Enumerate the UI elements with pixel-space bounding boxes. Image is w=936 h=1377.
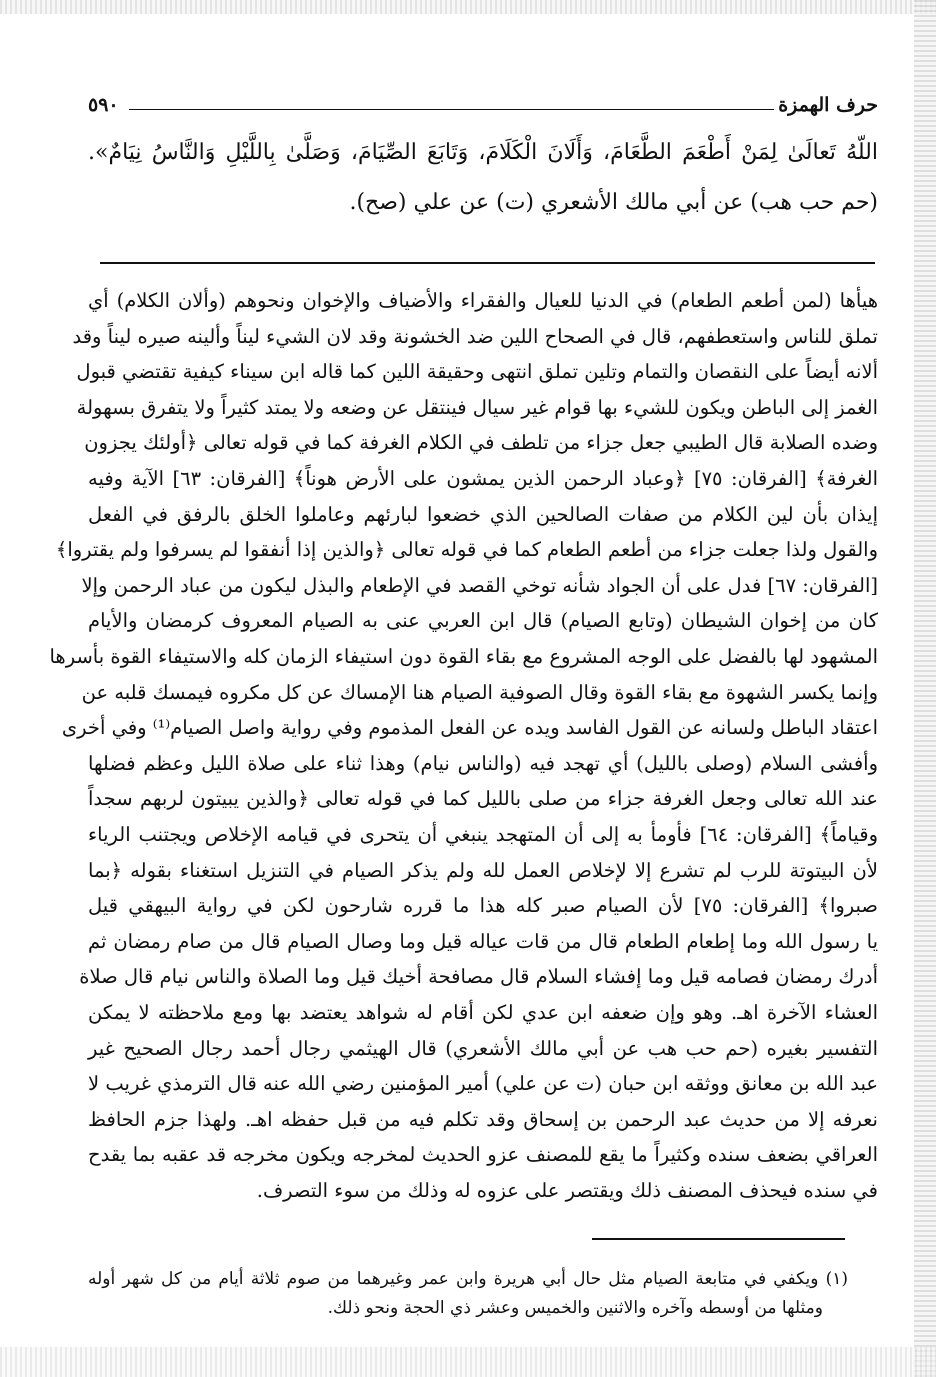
text-line: تملق للناس واستعطفهم، قال في الصحاح اللين ضد الخشونة وقد لان الشيء ليناً وألينه صيره ليناً وقد xyxy=(72,324,878,348)
text-line: ومثلها من أوسطه وآخره والاثنين والخميس وعشر ذي الحجة ونحو ذلك. xyxy=(327,1298,823,1318)
text-line: لأن البيتوتة للرب لم تشرع إلا لإخلاص العمل لله ولم يذكر الصيام في التنزيل استغناء بقوله ﴿بما xyxy=(88,858,878,882)
text-line: هيأها (لمن أطعم الطعام) في الدنيا للعيال والفقراء والأضياف والإخوان ونحوهم (وألان الكلام) أي xyxy=(88,289,878,312)
scan-edge-right xyxy=(914,0,936,1377)
text-line: اعتقاد الباطل ولسانه عن القول الفاسد ويده عن الفعل المذموم وفي رواية واصل الصيام⁽¹⁾ وفي أخرى xyxy=(61,716,878,740)
text-line: العراقي بضعف سنده وكثيراً ما يقع للمصنف عزو الحديث لمخرجه ويكون مخرجه قد عقبه بما يقدح xyxy=(88,1143,878,1167)
header-rule xyxy=(129,109,775,110)
text-line: كان من إخوان الشيطان (وتابع الصيام) قال ابن العربي عنى به الصيام المعروف كرمضان والأيام xyxy=(88,609,878,633)
text-line: أدرك رمضان فصامه قيل وما إفشاء السلام قال مصافحة أخيك قيل وما الصلاة والناس نيام قال صلاة xyxy=(79,965,878,989)
footnote-divider xyxy=(592,1238,845,1240)
page-number: ٥٩٠ xyxy=(88,94,119,116)
text-line: وإنما يكسر الشهوة مع بقاء القوة وقال الصوفية الصيام هنا الإمساك عن كل مكروه فيمسك قلبه عن xyxy=(81,680,878,704)
text-line: وضده الصلابة قال الطيبي جعل جزاء من تلطف في الكلام الغرفة كما في قوله تعالى ﴿أولئك يجزون xyxy=(84,431,878,455)
text-line: عند الله تعالى وجعل الغرفة جزاء من صلى بالليل كما في قوله تعالى ﴿والذين يبيتون لربهم سجداً xyxy=(88,787,878,811)
text-line: وأفشى السلام (وصلى بالليل) أي تهجد فيه (والناس نيام) وهذا ثناء على صلاة الليل وعظم فضلها xyxy=(88,751,878,775)
chapter-title: حرف الهمزة xyxy=(778,94,878,116)
text-line: وقياماً﴾ [الفرقان: ٦٤] فأومأ به إلى أن المتهجد ينبغي أن يتحرى في قيامه الإخلاص ويجتنب الرياء xyxy=(88,823,878,846)
scan-edge-bottom xyxy=(0,1347,936,1377)
text-line: العشاء الآخرة اهـ. وهو وإن ضعفه ابن عدي لكن أقام له شواهد يعتضد بها ومع ملاحظته لا يمكن xyxy=(88,1001,878,1024)
text-line: (١) ويكفي في متابعة الصيام مثل حال أبي هريرة وابن عمر وغيرهما من صوم ثلاثة أيام من كل شهر أوله xyxy=(88,1269,848,1289)
section-divider xyxy=(100,262,875,264)
text-line: صبروا﴾ [الفرقان: ٧٥] لأن الصيام صبر كله هذا ما قرره شارحون لكن في رواية البيهقي قيل xyxy=(88,894,878,918)
text-line: عبد الله بن معانق ووثقه ابن حبان (ت عن علي) أمير المؤمنين رضي الله عنه قال الترمذي غريب لا xyxy=(88,1072,878,1096)
text-line: إيذان بأن لين الكلام من صفات الصالحين الذي خضعوا لبارئهم وعاملوا الخلق بالرفق في الفعل xyxy=(88,502,878,526)
text-line: الغمز إلى الباطن ويكون للشيء بها قوام غير سيال فينتقل عن وضعه ولا يمتد كثيراً ولا يتفرق بسهولة xyxy=(76,395,878,419)
text-line: اللّهُ تَعالَىٰ لِمَنْ أَطْعَمَ الطَّعَامَ، وَأَلَانَ الْكَلَامَ، وَتَابَعَ الصِّيَامَ، وَصَلَّىٰ بِاللَّيْلِ وَالنَّاسُ نِيَامٌ». xyxy=(88,140,878,165)
text-line: الغرفة﴾ [الفرقان: ٧٥] ﴿وعباد الرحمن الذين يمشون على الأرض هوناً﴾ [الفرقان: ٦٣] الآية وفيه xyxy=(88,467,878,490)
running-header xyxy=(88,86,878,116)
text-line: ألانه أيضاً على النقصان والتمام وتلين تملق انتهى وحقيقة اللين كما قاله ابن سيناء كيفية تقتضي قبول xyxy=(76,360,878,384)
text-line: في سنده فيحذف المصنف ذلك ويقتصر على عزوه له وذلك من سوء التصرف. xyxy=(256,1179,878,1202)
text-line: يا رسول الله وما إطعام الطعام قال من قات عياله قيل وما وصال الصيام قال من صام رمضان ثم xyxy=(88,929,878,953)
text-line: والقول ولذا جعلت جزاء من أطعم الطعام كما في قوله تعالى ﴿والذين إذا أنفقوا لم يسرفوا ولم يقتروا﴾ xyxy=(55,538,878,562)
text-line: نعرفه إلا من حديث عبد الرحمن بن إسحاق وقد تكلم فيه من قبل حفظه اهـ. ولهذا جزم الحافظ xyxy=(88,1107,878,1131)
text-line: (حم حب هب) عن أبي مالك الأشعري (ت) عن علي (صح). xyxy=(349,190,878,215)
text-line: التفسير بغيره (حم حب هب عن أبي مالك الأشعري) قال الهيثمي رجال أحمد رجال الصحيح غير xyxy=(88,1036,878,1060)
text-line: المشهود لها بالفضل على الوجه المشروع مع بقاء القوة دون استيفاء الزمان كله والاستيفاء القوة بأسرها xyxy=(49,645,878,668)
text-line: [الفرقان: ٦٧] فدل على أن الجواد شأنه توخي القصد في الإطعام والبذل ليكون من عباد الرحمن وإلا xyxy=(81,573,878,597)
scan-edge-top xyxy=(0,0,936,14)
